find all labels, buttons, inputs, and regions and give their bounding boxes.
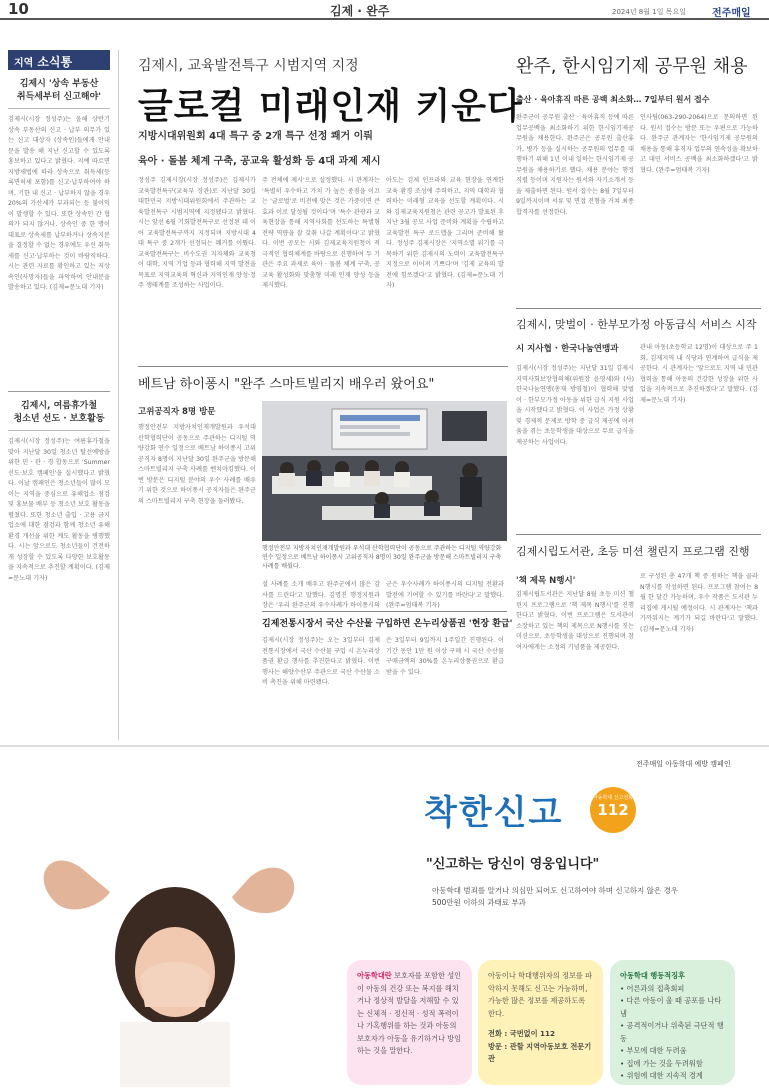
section-name: 김제 · 완주 xyxy=(330,4,390,18)
ad-slogan: "신고하는 당신이 영웅입니다" xyxy=(426,857,600,872)
library-subtitle: '책 제목 N행시' xyxy=(516,576,576,586)
market-body-col1: 김제시(시장 정성주)는 오는 3일부터 김제전통시장에서 국산 수산물 구입 시 온누리상품권 환급 행사를 추진한다고 밝혔다. 이번 행사는 해양수산부 주관으로 국산 수산물 소비 촉진을 위해 마련됐다. xyxy=(262,637,380,686)
info-box-signs xyxy=(610,960,735,1085)
vietnam-body-col1: 행정안전부 지방자치인재개발원과 우석대 산학협력단이 공동으로 주관하는 디지털 역량강화 연수 일정으로 베트남 하이퐁시 고위공직자 8명이 지난달 30일 완주군을 방문해 스마트빌리지 구축 사례를 벤치마킹했다. 이번 방문은 디지털 분야의 우수 사례를 배우기 위한 것으로 하이퐁시 공직자들은 완주군의 스마트빌리지 구축 현장을 둘러봤다. xyxy=(138,424,256,505)
child-abuse-campaign-ad xyxy=(0,745,769,1090)
lead-subheadline-2: 육아 · 돌봄 체계 구축, 공교육 활성화 등 4대 과제 제시 xyxy=(138,156,381,167)
wanju-body-col2: 인사팀(063-290-2064)으로 문의하면 된다. 원서 접수는 방문 또는 우편으로 가능하다. 완주군 관계자는 '한시임기제 공무원의 채용을 통해 휴직자 업무의 연속성을 확보하고 대민 서비스 공백을 최소화하겠다'고 밝혔다. (완주=엄태복 기자) xyxy=(640,114,758,174)
lead-body-col3: 아도는 김제 인프라와 교육 현장을 연계한 교육 환경 조성에 주력하고, 지역 대학과 협력하는 미래형 교육을 선도할 계획이다. 시와 김제교육지원청은 관련 공고가 발표된 후 지난 3월 공모 사업 준비와 계획을 수립하고 교육발전 특구 로드맵을 그리며 준비해 왔다. 정성주 김제시장은 '지역소멸 위기를 극복하기 위한 김제시의 노력이 교육발전특구 지정으로 이어져 기쁘다'며 '김제 교육의 발전에 힘쓰겠다'고 밝혔다. (김제=문노대 기자) xyxy=(386,177,504,289)
library-body-col2: 로 구성된 총 47개 책 중 원하는 책을 골라 N행시를 작성하면 된다. 프로그램 참여는 8월 한 달간 가능하며, 우수 작품은 도서관 누리집에 게시될 예정이다. 시 관계자는 '책과 가까워지는 계기가 되길 바란다'고 말했다. (김제=문노대 기자) xyxy=(640,573,758,633)
hotline-caption: 아동학대 신고전화 xyxy=(592,795,634,801)
section-rule xyxy=(516,308,761,309)
sidebar-story1-body: 김제시(시장 정성주)는 올해 상반기 상속 부동산의 신고 · 납부 의무가 있는 신고 대상자 (상속인)들에게 안내문을 발송 해 지난 신고할 수 있도록 홍보하고 있다고 밝혔다. 지예 따르면 지방세법에 따라 상속으로 취득세(등록면허세 포함)를 신고·납부하여야 하며, 기한 내 신고 · 납부하지 않을 경우 20%의 가산세가 부과되는 등 불이익이 발생할 수 있다. 또한 상속인 간 협의가 되지 않거나, 상속인 중 한 명이 대표로 상속세를 납부하거나 상속지분을 결정할 수 없는 경우에도 우선 취득세를 신고·납부하는 것이 바람직하다. 시는 관련 자료를 확인하고 있는 저상속인(사망자)들을 파악하여 안내문을 발송하고 있다. (김제=문노대 기자) xyxy=(8,116,110,291)
signs-item: • 공격적이거나 위축된 극단적 행동 xyxy=(620,1021,724,1043)
wanju-body-col1: 완주군이 공무원 출산 · 육아휴직 등에 따른 업무공백을 최소화하기 위한 한시임기제공무원을 채용한다. 완주군은 공무원 출산휴가, 병가 등을 실시하는 공무원의 업무를 대행하기 위해 1년 이내 일하는 한시임기제 공무원을 채용하기로 했다. 채용 분야는 행정 직렬 등이며 지원자는 원서와 자기소개서 등을 제출하면 된다. 원서 접수는 8월 7일부터 9일까지이며 서류 및 면접 전형을 거쳐 최종 합격자를 선정한다. xyxy=(516,114,634,216)
sidebar-tag xyxy=(8,50,110,70)
lead-subheadline-1: 지방시대위원회 4대 특구 중 2개 특구 선정 쾌거 이뤄 xyxy=(138,131,373,142)
definition-body: 보호자를 포함한 성인이 아동의 건강 또는 복지를 해치거나 정상적 발달을 저해할 수 있는 신체적 · 정신적 · 성적 폭력이나 가혹행위를 하는 것과 아동의 보호자가 아동을 유기하거나 방임하는 것을 말한다. xyxy=(357,971,462,1055)
meal-body-col1: 김제시(시장 정성주)는 지난달 31일 김제시지역사회보장협의체(위원장 윤영세)와 (사)한국나눔연맹(총재 방영철)이 협력해 맞벌이 · 한부모가정 아동을 위한 급식 지원 사업을 시작했다고 밝혔다. 이 사업은 가정 상황 및 경제적 문제로 방학 중 급식 제공에 어려움을 겪는 초등학생을 대상으로 무료 급식을 제공하는 사업이다. xyxy=(516,365,634,446)
ad-title: 착한신고 xyxy=(424,793,564,833)
market-title: 김제전통시장서 국산 수산물 구입하면 온누리상품권 '현장 환급' xyxy=(262,619,513,629)
hotline-number: 112 xyxy=(597,801,629,819)
sidebar-tag-big: 소식통 xyxy=(37,55,73,69)
signs-item: • 부모에 대한 두려움 xyxy=(620,1046,687,1055)
signs-heading: 아동학대 행동적징후 xyxy=(620,971,685,980)
info-box-definition xyxy=(347,960,472,1085)
info-box-report xyxy=(478,960,603,1085)
signs-item: • 어른과의 접촉회피 xyxy=(620,983,685,993)
sidebar-story2-subtitle: 청소년 선도 · 보호활동 xyxy=(8,413,110,431)
vietnam-body-col3: 군은 우수사례가 하이퐁시의 디지털 전환과 발전에 기여할 수 있기를 바란다'고 말했다. (완주=엄태복 기자) xyxy=(386,581,504,609)
section-rule xyxy=(262,611,507,612)
wanju-title: 완주, 한시임기제 공무원 채용 xyxy=(516,56,748,77)
lead-body-col1: 정성주 김제시장(시장 정성주)은 김제시가 교육발전특구(교육부 장관)로 지난달 30일 대한민국 지방시대위원회에서 주관하는 교육발전특구 시범지역에 지정됐다고 밝혔다. 시는 앞선 6월 기회발전특구로 선정된 데 이어 교육발전특구까지 지정되며 지방시대 4대 특구 중 2개가 선정되는 쾌거를 이뤘다. 교육발전특구는 비수도권 지자체와 교육청이 대학, 지역 기업 등과 협력해 지역 발전을 목표로 지역교육의 혁신과 지역인재 양성·정주 생태계를 조성하는 사업이다. xyxy=(138,177,256,289)
report-visit: 방문 : 관할 지역아동보호 전문기관 xyxy=(488,1041,592,1063)
sidebar-story1-title: 김제시 '상속 부동산 xyxy=(19,79,99,89)
lead-body-col2: 주 전체에 제시'으로 설정했다. 시 관계자는 '특별히 우수하고 가치 가 높은 중점을 이끄는 '글로벌'로 비전에 맞은 것은 가중이면 큰 효과 이로 달성될 것이다'며 '특수 관광과 교육현장을 통해 지역사회를 선도하는 특별형 전략 역량을 잘 갖춰 나갈 계획이다'고 밝혔다. 이번 공모는 시와 김제교육지원청이 적극적인 협력체계를 바탕으로 진행하여 두 기관은 주요 과제로 육아 · 돌봄 체계 구축, 공교육 활성화와 맞춤형 미래 인재 양성 등을 제시했다. xyxy=(262,177,380,289)
sidebar-tag-small: 지역 xyxy=(14,58,34,69)
meeting-photo-illustration xyxy=(262,401,507,541)
library-body-col1: 김제시립도서관은 지난달 8월 초등 미션 챌린지 프로그램으로 '책 제목 N행시'를 진행한다고 밝혔다. 이번 프로그램은 도서관이 소장하고 있는 책의 제목으로 N행시를 짓는 미션으로, 초등학생을 대상으로 진행되며 참여자에게는 소정의 기념품을 제공한다. xyxy=(516,591,634,651)
sidebar-story1-subtitle: 취득세부터 신고해야' xyxy=(8,91,110,109)
sidebar-story2-body: 김제시(시장 정성주)는 여름휴가철을 맞아 지난달 30일 청소년 탈선예방을 위한 민 · 관 · 경 합동으로 'Summer 선도·보호 캠페인'을 실시했다고 밝혔다. 이날 캠페인은 청소년들이 많이 모이는 지역을 중심으로 유해업소 점검 및 홍보물 배부 등 청소년 보호 활동을 펼쳤다. 또한 청소년 출입 · 고용 금지 업소에 대한 점검과 함께 청소년 유해 환경 개선을 위한 계도 활동을 병행했다. 시는 앞으로도 청소년들이 건전하게 성장할 수 있도록 다양한 보호활동을 지속적으로 추진할 계획이다. (김제=문노대 기자) xyxy=(8,438,110,582)
signs-item: • 집에 가는 것을 두려워함 xyxy=(620,1058,703,1068)
definition-heading: 아동학대란 xyxy=(357,971,392,980)
library-title: 김제시립도서관, 초등 미션 챌린지 프로그램 진행 xyxy=(516,545,750,558)
sidebar-story2-title: 김제시, 여름휴가철 xyxy=(20,401,98,411)
lead-kicker: 김제시, 교육발전특구 시범지역 지정 xyxy=(138,58,359,74)
report-phone: 전화 : 국번없이 112 xyxy=(488,1029,556,1038)
publication-date: 2024년 8월 1일 목요일 xyxy=(612,8,686,16)
vietnam-title: 베트남 하이퐁시 "완주 스마트빌리지 배우러 왔어요" xyxy=(138,377,435,392)
signs-item: • 다른 아동이 울 때 공포를 나타냄 xyxy=(620,996,722,1018)
vietnam-subtitle: 고위공직자 8명 방문 xyxy=(138,407,216,417)
wanju-subtitle: 출산 · 육아휴직 따른 공백 최소화… 7일부터 원서 접수 xyxy=(516,95,710,104)
report-body: 아동이나 학대행위자의 정보를 파악하지 못해도 신고는 가능하며, 가능한 많은 정보를 제공하도록 한다. xyxy=(488,971,593,1018)
page-header xyxy=(0,0,769,20)
photo-caption: 행정안전부 지방자치인재개발원과 우석대 산학협력단이 공동으로 주관하는 디지털 역량강화 연수 일정으로 베트남 하이퐁시 고위공직자 8명이 30일 완주군을 방문해 스마트빌리지 구축 사례를 배웠다. xyxy=(262,545,502,570)
section-rule xyxy=(516,534,761,535)
meeting-photo xyxy=(262,401,507,541)
ad-campaign-label: 전주매일 아동학대 예방 캠페인 xyxy=(636,760,731,768)
signs-item: • 위험에 대한 지속적 경계 xyxy=(620,1071,703,1080)
column-rule xyxy=(118,50,119,740)
meal-body-col2: 관내 아동(초등학교 12명)이 대상으로 주 1회, 김제지역 내 식당과 연계하여 급식을 제공한다. 시 관계자는 '앞으로도 지역 내 민관 협력을 통해 아동의 건강한 성장을 위한 사업을 지속적으로 추진하겠다'고 말했다. (김제=문노대 기자) xyxy=(640,344,758,404)
market-body-col2: 은 3일부터 9일까지 1주일간 진행된다. 이 기간 동안 1만 원 이상 구매 시 국산 수산물 구매금액의 30%를 온누리상품권으로 환급받을 수 있다. xyxy=(386,637,504,676)
sidebar-news xyxy=(8,50,110,740)
vietnam-body-col2: 설 사례를 소개 배우고 완주군에서 많은 감사를 드린다'고 말했다. 김명진 행정지원과장은 '우리 완주군의 우수사례가 하이퐁시의 xyxy=(262,581,380,609)
meal-title: 김제시, 맞벌이 · 한부모가정 아동급식 서비스 시작 xyxy=(516,318,757,331)
hotline-badge xyxy=(590,787,636,833)
ad-description: 아동학대 범죄를 알거나 의심만 되어도 신고하여야 하며 신고하지 않은 경우 500만원 이하의 과태료 부과 xyxy=(432,886,679,907)
frightened-child-illustration xyxy=(10,807,340,1087)
meal-subtitle: 시 지사협 · 한국나눔연맹과 xyxy=(516,344,619,354)
lead-headline: 글로컬 미래인재 키운다 xyxy=(138,86,523,127)
section-rule xyxy=(138,366,508,367)
page-number: 10 xyxy=(8,0,29,18)
sidebar-divider xyxy=(8,391,110,392)
newspaper-name: 전주매일 xyxy=(712,8,751,19)
